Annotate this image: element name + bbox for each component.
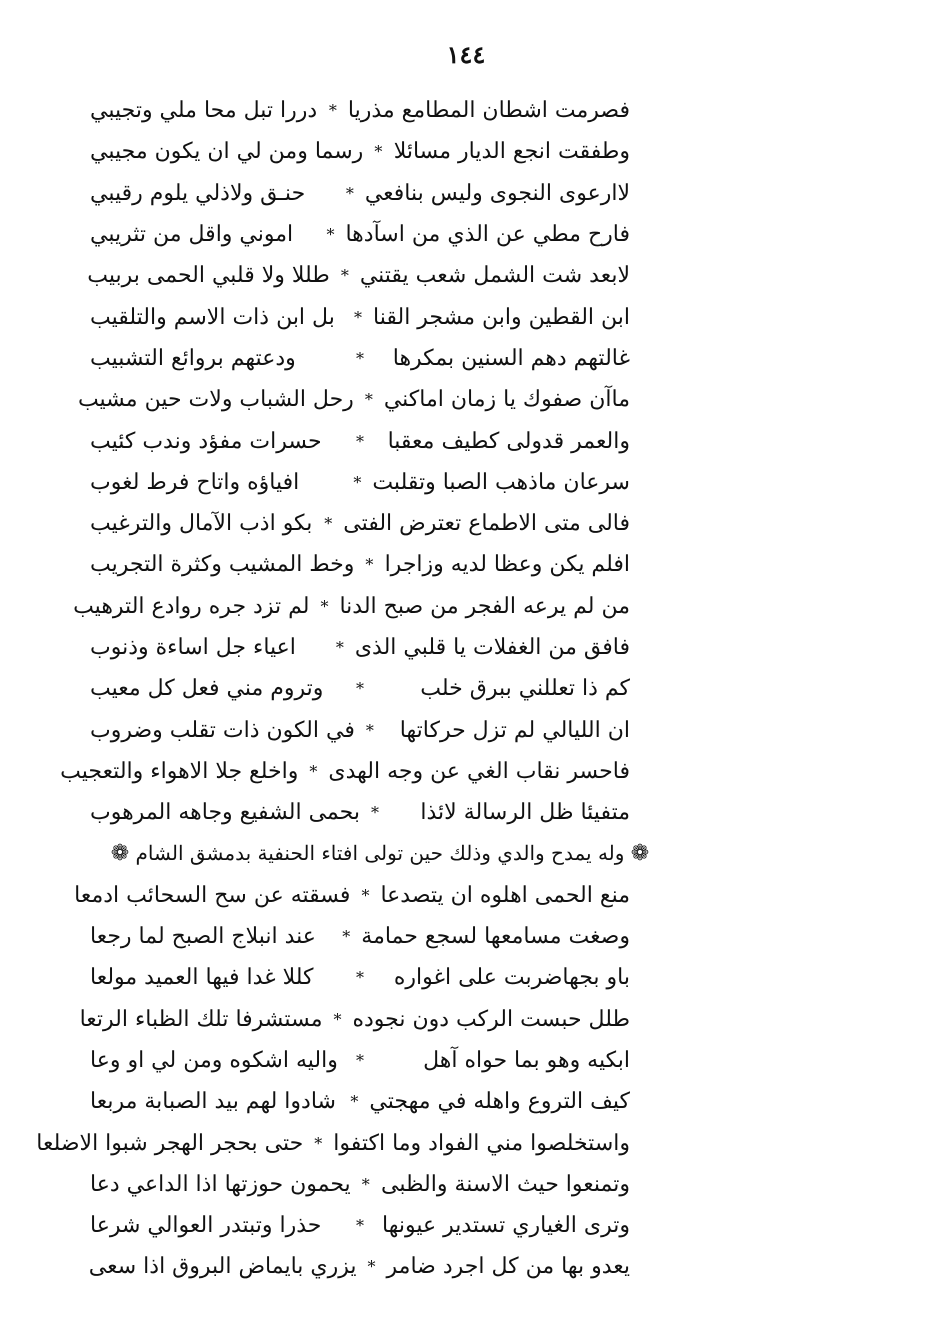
verse-separator: *	[356, 348, 364, 368]
verse-second-hemistich: شادوا لهم بيد الصبابة مربعا	[90, 1089, 336, 1115]
verse-separator: *	[356, 1050, 364, 1070]
verse-second-hemistich: في الكون ذات تقلب وضروب	[90, 717, 355, 743]
verse-first-hemistich: واستخلصوا مني الفواد وما اكتفوا	[333, 1130, 630, 1156]
verse-first-hemistich: غالتهم دهم السنين بمكرها	[392, 345, 630, 371]
verse-separator: *	[340, 266, 349, 286]
verse-first-hemistich: فالى متى الاطماع تعترض الفتى	[343, 511, 630, 537]
verse-separator: *	[328, 101, 337, 121]
verse-second-hemistich: حذرا وتبتدر العوالي شرعا	[90, 1213, 322, 1239]
verse-separator: *	[335, 638, 344, 657]
verse-first-hemistich: لاارعوى النجوى وليس بنافعي	[364, 180, 630, 206]
verse-second-hemistich: افياؤه واتاح فرط لغوب	[90, 469, 300, 495]
verse-second-hemistich: طللا ولا قلبي الحمى بربيب	[87, 263, 330, 289]
verse-first-hemistich: من لم يرعه الفجر من صبح الدنا	[339, 593, 630, 619]
verse-line	[90, 668, 630, 709]
verse-line	[77, 379, 630, 420]
verse-separator: *	[354, 307, 363, 327]
verse-line	[36, 1122, 630, 1163]
verse-separator: *	[361, 885, 370, 905]
verse-separator: *	[364, 390, 373, 410]
verse-separator: *	[367, 1257, 376, 1277]
verse-first-hemistich: متفيئا ظل الرسالة لائذا	[420, 800, 630, 826]
ornament-left-icon: ❁	[110, 841, 130, 867]
verse-separator: *	[365, 555, 374, 575]
page-number: ١٤٤	[446, 40, 486, 69]
verse-separator: *	[356, 431, 364, 451]
verse-second-hemistich: اموني واقل من تثريبي	[90, 222, 294, 248]
verse-line	[90, 296, 630, 337]
verse-second-hemistich: بل ابن ذات الاسم والتلقيب	[90, 304, 335, 330]
verse-first-hemistich: ابكيه وهو بما حواه آهل	[423, 1047, 630, 1073]
verse-line	[90, 709, 630, 750]
poem-text	[36, 90, 650, 1288]
verse-second-hemistich: لم تزد جره روادع الترهيب	[73, 593, 310, 619]
verse-second-hemistich: حسرات مفؤد وندب كئيب	[90, 428, 322, 454]
verse-first-hemistich: وترى الغياري تستدير عيونها	[382, 1213, 630, 1239]
verse-first-hemistich: والعمر قدولى كطيف معقبا	[387, 428, 630, 454]
verse-line	[87, 255, 630, 296]
verse-separator: *	[345, 183, 354, 203]
ornament-right-icon: ❁	[630, 841, 650, 867]
verse-line	[90, 1040, 630, 1081]
verse-separator: *	[356, 968, 364, 988]
heading-text: وله يمدح والدي وذلك حين تولى افتاء الحنفية بدمشق الشام	[135, 841, 625, 866]
verse-line	[90, 503, 630, 544]
verse-first-hemistich: كم ذا تعللني ببرق خلب	[420, 676, 630, 702]
verse-separator: *	[333, 1009, 342, 1029]
verse-line	[74, 875, 630, 916]
verse-first-hemistich: لابعد شت الشمل شعب يقتني	[359, 263, 630, 289]
verse-first-hemistich: فارح مطي عن الذي من اسآدها	[345, 222, 630, 248]
verse-separator: *	[350, 1092, 359, 1112]
verse-separator: *	[353, 472, 362, 492]
verse-line	[90, 338, 630, 379]
verse-first-hemistich: فصرمت اشطان المطامع مذريا	[347, 98, 630, 124]
verse-second-hemistich: بحمى الشفيع وجاهه المرهوب	[90, 800, 360, 826]
verse-separator: *	[326, 225, 335, 245]
verse-second-hemistich: وتروم مني فعل كل معيب	[90, 676, 324, 702]
verse-line	[90, 916, 630, 957]
verse-first-hemistich: وتمنعوا حيث الاسنة والظبى	[380, 1171, 630, 1197]
verse-first-hemistich: منع الحمى اهلوه ان يتصدعا	[380, 882, 630, 908]
verse-second-hemistich: بكو اذب الآمال والترغيب	[90, 511, 313, 537]
verse-separator: *	[320, 596, 329, 616]
verse-second-hemistich: حنـق ولاذلي يلوم رقيبي	[90, 180, 306, 206]
verse-line	[90, 462, 630, 503]
verse-second-hemistich: مستشرفا تلك الظباء الرتعا	[79, 1006, 323, 1032]
verse-first-hemistich: سرعان ماذهب الصبا وتقلبت	[372, 469, 630, 495]
verse-line	[79, 999, 630, 1040]
verse-line	[90, 1246, 630, 1287]
verse-first-hemistich: ان الليالي لم تزل حركاتها	[399, 717, 630, 743]
verse-line	[90, 131, 630, 172]
poem-verses-first	[60, 90, 630, 833]
verse-second-hemistich: اعياء جل اساءة وذنوب	[90, 635, 296, 660]
verse-line	[90, 1205, 630, 1246]
verse-first-hemistich: ماآن صفوك يا زمان اماكني	[383, 387, 630, 413]
verse-line	[90, 627, 630, 668]
verse-separator: *	[356, 679, 364, 699]
verse-second-hemistich: فسقته عن سح السحائب ادمعا	[74, 882, 351, 908]
verse-line	[90, 214, 630, 255]
verse-second-hemistich: ودعتهم بروائع التشبيب	[90, 345, 296, 371]
verse-second-hemistich: دررا تبل محا ملي وتجيبي	[90, 98, 318, 124]
verse-second-hemistich: رحل الشباب ولات حين مشيب	[77, 387, 354, 413]
verse-first-hemistich: ابن القطين وابن مشجر القنا	[373, 304, 630, 330]
verse-first-hemistich: باو بجهاضربت على اغواره	[393, 965, 630, 991]
verse-separator: *	[374, 142, 383, 162]
verse-line	[90, 420, 630, 461]
verse-second-hemistich: وخط المشيب وكثرة التجريب	[90, 552, 355, 578]
verse-first-hemistich: يعدو بها من كل اجرد ضامر	[386, 1254, 630, 1280]
verse-separator: *	[370, 803, 379, 823]
verse-first-hemistich: وصغت مسامعها لسجع حمامة	[361, 924, 630, 950]
verse-line	[60, 751, 630, 792]
verse-second-hemistich: كللا غدا فيها العميد مولعا	[90, 965, 314, 991]
verse-separator: *	[342, 927, 351, 947]
verse-second-hemistich: رسما ومن لي ان يكون مجيبي	[90, 139, 364, 165]
verse-separator: *	[356, 1216, 364, 1236]
verse-first-hemistich: وطفقت انجع الديار مسائلا	[393, 139, 630, 165]
verse-second-hemistich: واخلع جلا الاهواء والتعجيب	[60, 758, 299, 784]
verse-line	[90, 1081, 630, 1122]
verse-second-hemistich: يحمون حوزتها اذا الداعي دعا	[90, 1171, 351, 1197]
verse-separator: *	[324, 514, 333, 534]
verse-first-hemistich: طلل حبست الركب دون نجوده	[352, 1006, 630, 1032]
poem-verses-second	[36, 875, 630, 1288]
verse-first-hemistich: كيف التروع واهله في مهجتي	[369, 1089, 630, 1115]
verse-separator: *	[365, 720, 374, 740]
verse-line	[90, 957, 630, 998]
verse-second-hemistich: حتى بحجر الهجر شبوا الاضلعا	[36, 1130, 304, 1156]
verse-separator: *	[314, 1133, 323, 1153]
verse-second-hemistich: واليه اشكوه ومن لي او وعا	[90, 1047, 338, 1073]
verse-line	[90, 90, 630, 131]
verse-line	[90, 792, 630, 833]
verse-separator: *	[361, 1174, 370, 1194]
verse-line	[90, 1164, 630, 1205]
verse-first-hemistich: افلم يكن وعظا لديه وزاجرا	[384, 552, 630, 578]
verse-line	[73, 586, 630, 627]
verse-line	[90, 544, 630, 585]
verse-first-hemistich: فاحسر نقاب الغي عن وجه الهدى	[328, 758, 630, 784]
verse-line	[90, 173, 630, 214]
verse-separator: *	[309, 761, 318, 781]
verse-second-hemistich: يزري بايماض البروق اذا سعى	[88, 1254, 357, 1280]
verse-second-hemistich: عند انبلاج الصبح لما رجعا	[90, 924, 316, 950]
verse-first-hemistich: فافق من الغفلات يا قلبي الذى	[354, 635, 630, 660]
poem-heading	[90, 833, 670, 874]
